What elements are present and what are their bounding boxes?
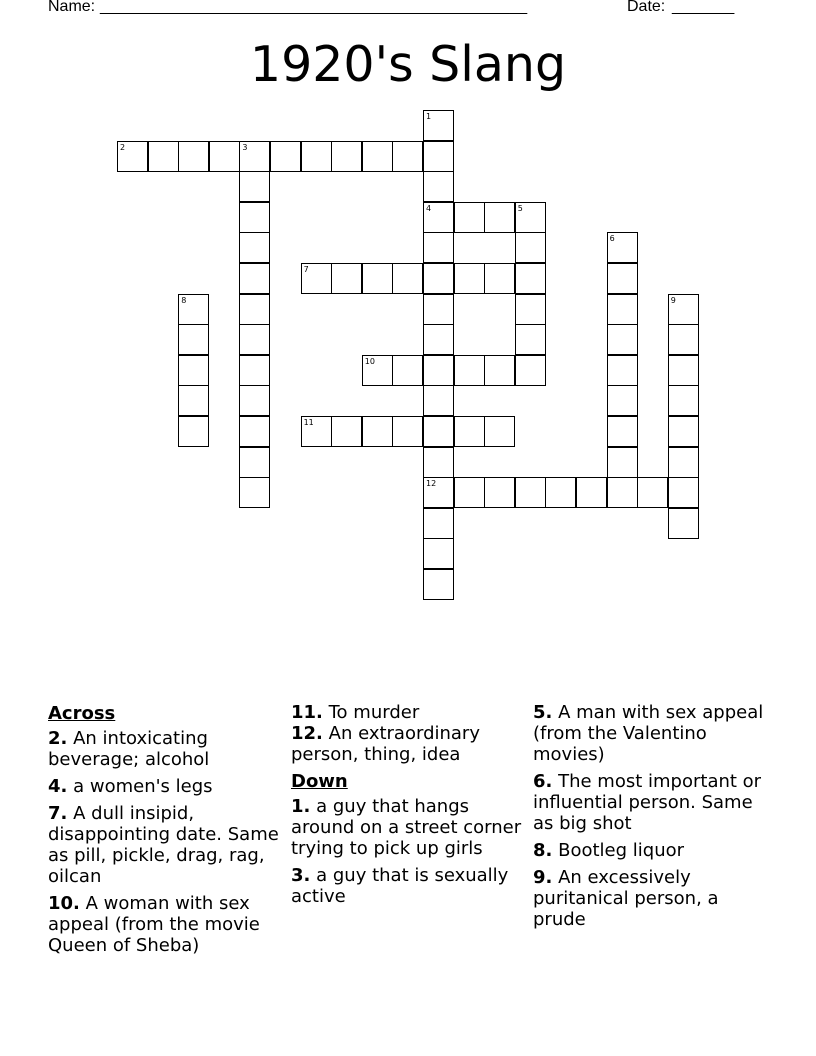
crossword-cell[interactable]: [423, 416, 454, 447]
crossword-cell[interactable]: [362, 141, 393, 172]
crossword-cell[interactable]: [668, 508, 699, 539]
clue-number: 8.: [533, 840, 553, 861]
crossword-cell[interactable]: [270, 141, 301, 172]
crossword-cell[interactable]: [392, 263, 423, 294]
crossword-cell[interactable]: [239, 355, 270, 386]
clue-text: a guy that hangs around on a street corner trying to pick up girls: [291, 796, 522, 859]
crossword-cell[interactable]: [362, 355, 393, 386]
cell-number: 5: [517, 203, 523, 213]
crossword-cell[interactable]: [515, 202, 546, 233]
crossword-cell[interactable]: [423, 355, 454, 386]
crossword-cell[interactable]: [239, 385, 270, 416]
crossword-cell[interactable]: [515, 477, 546, 508]
crossword-cell[interactable]: [178, 385, 209, 416]
clue-text: An extraordinary person, thing, idea: [291, 723, 480, 765]
crossword-cell[interactable]: [515, 324, 546, 355]
clue-text: The most important or influential person. Same as big shot: [533, 771, 762, 834]
crossword-cell[interactable]: [423, 508, 454, 539]
crossword-cell[interactable]: [239, 447, 270, 478]
crossword-cell[interactable]: [239, 263, 270, 294]
clue-text: A woman with sex appeal (from the movie Queen of Sheba): [48, 893, 260, 956]
date-label: Date:: [627, 0, 666, 15]
crossword-cell[interactable]: [423, 477, 454, 508]
crossword-cell[interactable]: [484, 416, 515, 447]
crossword-cell[interactable]: [239, 232, 270, 263]
clue-down-5: [533, 702, 773, 765]
crossword-cell[interactable]: [331, 141, 362, 172]
crossword-cell[interactable]: [423, 385, 454, 416]
crossword-cell[interactable]: [607, 385, 638, 416]
puzzle-title: 1920's Slang: [249, 36, 567, 93]
clue-down-1: [291, 796, 526, 859]
cell-number: 4: [426, 203, 432, 213]
crossword-cell[interactable]: [607, 324, 638, 355]
crossword-cell[interactable]: [178, 416, 209, 447]
crossword-cell[interactable]: [362, 263, 393, 294]
clue-text: A man with sex appeal (from the Valentino movies): [533, 702, 764, 765]
clue-text: An excessively puritanical person, a prude: [533, 867, 719, 930]
clue-text: A dull insipid, disappointing date. Same as pill, pickle, drag, rag, oilcan: [48, 803, 279, 887]
crossword-cell[interactable]: [423, 171, 454, 202]
clue-across-7: [48, 803, 283, 887]
crossword-cell[interactable]: [392, 141, 423, 172]
crossword-cell[interactable]: [239, 294, 270, 325]
crossword-cell[interactable]: [668, 477, 699, 508]
clue-across-11: [291, 702, 526, 723]
crossword-cell[interactable]: [239, 141, 270, 172]
clue-down-8: [533, 840, 773, 861]
clue-number: 6.: [533, 771, 553, 792]
crossword-cell[interactable]: [423, 202, 454, 233]
cell-number: 10: [364, 356, 375, 366]
clue-number: 1.: [291, 796, 311, 817]
crossword-cell[interactable]: [607, 447, 638, 478]
crossword-cell[interactable]: [484, 202, 515, 233]
cell-number: 1: [426, 112, 432, 121]
crossword-cell[interactable]: [331, 263, 362, 294]
clue-number: 10.: [48, 893, 80, 914]
crossword-cell[interactable]: [239, 171, 270, 202]
crossword-cell[interactable]: [209, 141, 240, 172]
crossword-cell[interactable]: [301, 141, 332, 172]
crossword-cell[interactable]: [607, 355, 638, 386]
crossword-cell[interactable]: [178, 324, 209, 355]
crossword-cell[interactable]: [668, 385, 699, 416]
crossword-cell[interactable]: [454, 202, 485, 233]
down-heading: Down: [291, 771, 348, 792]
crossword-cell[interactable]: [423, 538, 454, 569]
clue-text: a women's legs: [73, 776, 213, 797]
crossword-cell[interactable]: [392, 355, 423, 386]
clue-number: 3.: [291, 865, 311, 886]
cell-number: 7: [303, 265, 309, 274]
clue-number: 5.: [533, 702, 553, 723]
clue-number: 4.: [48, 776, 68, 797]
crossword-cell[interactable]: [545, 477, 576, 508]
crossword-cell[interactable]: [331, 416, 362, 447]
crossword-cell[interactable]: [423, 263, 454, 294]
crossword-cell[interactable]: [301, 416, 332, 447]
crossword-cell[interactable]: [668, 447, 699, 478]
crossword-cell[interactable]: [607, 232, 638, 263]
crossword-cell[interactable]: [515, 232, 546, 263]
clue-number: 11.: [291, 702, 323, 723]
crossword-cell[interactable]: [484, 263, 515, 294]
crossword-cell[interactable]: [423, 569, 454, 600]
crossword-cell[interactable]: [484, 355, 515, 386]
crossword-cell[interactable]: [454, 416, 485, 447]
clue-down-3: [291, 865, 526, 907]
clue-across-10: [48, 893, 283, 956]
clue-text: An intoxicating beverage; alcohol: [48, 728, 210, 770]
crossword-cell[interactable]: [484, 477, 515, 508]
crossword-cell[interactable]: [239, 477, 270, 508]
crossword-cell[interactable]: [423, 324, 454, 355]
clue-down-9: [533, 867, 773, 930]
clues-column-3: [533, 702, 773, 936]
clues-column-1: [48, 702, 283, 962]
crossword-cell[interactable]: [515, 263, 546, 294]
clue-text: To murder: [328, 702, 420, 723]
crossword-cell[interactable]: [607, 477, 638, 508]
crossword-cell[interactable]: [515, 355, 546, 386]
clue-text: Bootleg liquor: [558, 840, 685, 861]
crossword-cell[interactable]: [178, 141, 209, 172]
crossword-cell[interactable]: [668, 355, 699, 386]
crossword-cell[interactable]: [423, 294, 454, 325]
crossword-cell[interactable]: [668, 416, 699, 447]
cell-number: 9: [670, 295, 676, 305]
clue-number: 9.: [533, 867, 553, 888]
clues-column-2: [291, 702, 526, 913]
clue-across-2: [48, 728, 283, 770]
crossword-cell[interactable]: [668, 324, 699, 355]
crossword-cell[interactable]: [454, 477, 485, 508]
crossword-cell[interactable]: [239, 202, 270, 233]
clue-number: 12.: [291, 723, 323, 744]
crossword-cell[interactable]: [607, 263, 638, 294]
crossword-cell[interactable]: [362, 416, 393, 447]
crossword-cell[interactable]: [668, 294, 699, 325]
crossword-cell[interactable]: [178, 355, 209, 386]
crossword-cell[interactable]: [454, 263, 485, 294]
crossword-cell[interactable]: [515, 294, 546, 325]
crossword-cell[interactable]: [239, 416, 270, 447]
crossword-cell[interactable]: [423, 110, 454, 141]
across-heading: Across: [48, 703, 116, 724]
crossword-cell[interactable]: [454, 355, 485, 386]
crossword-cell[interactable]: [239, 324, 270, 355]
crossword-cell[interactable]: [148, 141, 179, 172]
crossword-cell[interactable]: [607, 416, 638, 447]
crossword-cell[interactable]: [392, 416, 423, 447]
name-label: Name:: [48, 0, 96, 15]
cell-number: 12: [426, 479, 437, 489]
cell-number: 6: [609, 234, 615, 244]
crossword-cell[interactable]: [607, 294, 638, 325]
cell-number: 11: [303, 418, 314, 427]
crossword-cell[interactable]: [178, 294, 209, 325]
crossword-cell[interactable]: [301, 263, 332, 294]
crossword-cell[interactable]: [423, 141, 454, 172]
clue-text: a guy that is sexually active: [291, 865, 509, 907]
cell-number: 2: [120, 142, 126, 152]
cell-number: 8: [181, 295, 187, 305]
clue-across-12: [291, 723, 526, 765]
crossword-cell[interactable]: [117, 141, 148, 172]
crossword-cell[interactable]: [423, 232, 454, 263]
crossword-cell[interactable]: [637, 477, 668, 508]
clue-across-4: [48, 776, 283, 797]
date-line: _______: [672, 0, 735, 15]
crossword-cell[interactable]: [576, 477, 607, 508]
clue-down-6: [533, 771, 773, 834]
clue-number: 2.: [48, 728, 68, 749]
crossword-cell[interactable]: [423, 447, 454, 478]
clue-number: 7.: [48, 803, 68, 824]
name-line: ________________________________________________: [100, 0, 528, 15]
cell-number: 3: [242, 142, 248, 152]
